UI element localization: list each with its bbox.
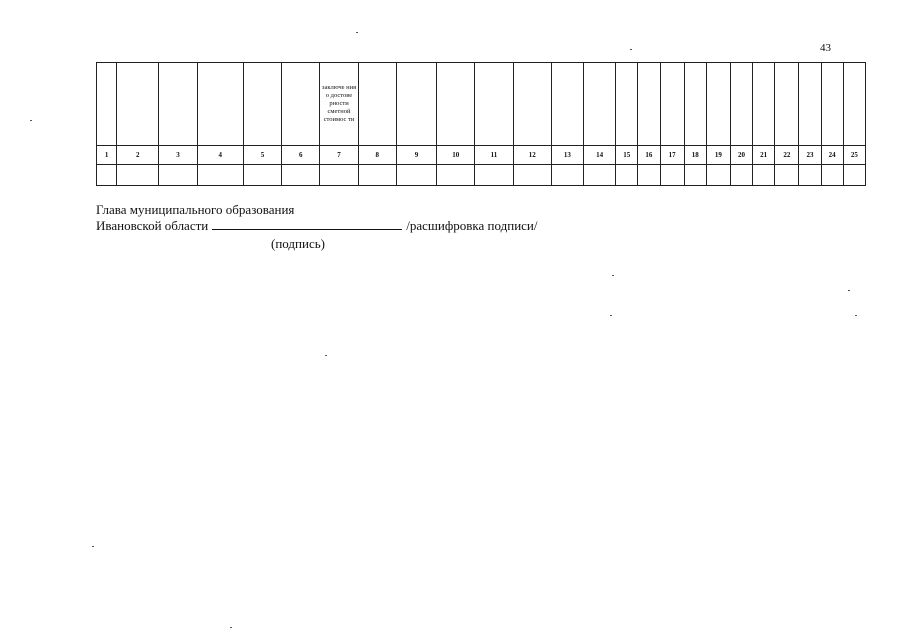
column-number-cell: 4 [197,146,243,165]
column-number-cell: 16 [638,146,660,165]
column-number-cell: 23 [799,146,821,165]
table-header-cell [616,63,638,146]
table-header-cell [243,63,281,146]
column-number-cell: 21 [753,146,775,165]
table-header-cell [684,63,706,146]
table-header-cell [638,63,660,146]
table-header-cell [584,63,616,146]
page-number: 43 [820,42,831,54]
table-cell [843,165,865,186]
column-number-cell: 20 [730,146,752,165]
table-cell [475,165,513,186]
scan-speck [848,290,850,291]
scan-speck [356,32,358,33]
column-number-cell: 3 [159,146,197,165]
table-header-cell [282,63,320,146]
column-number-cell: 15 [616,146,638,165]
column-number-cell: 2 [117,146,159,165]
table-cell [117,165,159,186]
table-cell [799,165,821,186]
table-cell [684,165,706,186]
signature-blank-line [212,218,402,230]
table-header-cell [775,63,799,146]
signature-transcript-label: /расшифровка подписи/ [406,218,538,233]
column-number-cell: 13 [551,146,583,165]
table-header-cell [730,63,752,146]
column-number-cell: 8 [358,146,396,165]
table-header-cell [706,63,730,146]
scan-speck [612,275,614,276]
column-number-cell: 6 [282,146,320,165]
table-cell [513,165,551,186]
table-column-number-row [97,146,866,165]
table-header-cell [197,63,243,146]
table-cell [775,165,799,186]
table-header-cell [843,63,865,146]
column-number-cell: 9 [396,146,436,165]
scan-speck [325,355,327,356]
scan-speck [230,627,232,628]
table-cell [282,165,320,186]
table-cell [616,165,638,186]
column-number-cell: 7 [320,146,358,165]
scan-speck [610,315,612,316]
column-number-cell: 10 [437,146,475,165]
report-table [96,62,866,186]
table-cell [706,165,730,186]
column-number-cell: 19 [706,146,730,165]
table-header-cell [396,63,436,146]
table-cell [197,165,243,186]
table-cell [551,165,583,186]
column-number-cell: 22 [775,146,799,165]
table-header-cell [475,63,513,146]
table-header-cell [97,63,117,146]
table-cell [730,165,752,186]
table-cell [320,165,358,186]
header-cell-text: заключе ния о достове рности сметной стоимос ти [321,84,357,123]
table-header-cell [513,63,551,146]
column-number-cell: 11 [475,146,513,165]
scan-speck [30,120,32,121]
table-cell [584,165,616,186]
scan-speck [855,315,857,316]
table-header-cell [753,63,775,146]
table-cell [753,165,775,186]
table-header-cell [799,63,821,146]
column-number-cell: 24 [821,146,843,165]
table-header-cell [437,63,475,146]
table-cell [638,165,660,186]
table-header-cell [821,63,843,146]
column-number-cell: 5 [243,146,281,165]
table-cell [396,165,436,186]
table-cell [437,165,475,186]
table-header-cell [159,63,197,146]
scan-speck [92,546,94,547]
table-cell [660,165,684,186]
column-number-cell: 18 [684,146,706,165]
scan-speck [630,49,632,50]
table-cell [97,165,117,186]
signature-title: Глава муниципального образования [96,202,295,217]
table-header-cell [320,63,358,146]
table-header-cell [117,63,159,146]
table-cell [243,165,281,186]
table-cell [159,165,197,186]
table-row [97,165,866,186]
signature-block [96,202,538,234]
table-header-cell [358,63,396,146]
column-number-cell: 14 [584,146,616,165]
signature-region: Ивановской области [96,218,209,233]
table-cell [821,165,843,186]
column-number-cell: 25 [843,146,865,165]
table-header-cell [660,63,684,146]
column-number-cell: 17 [660,146,684,165]
signature-caption: (подпись) [271,236,325,251]
table-cell [358,165,396,186]
signature-line [96,218,538,234]
table-header-cell [551,63,583,146]
table-header-row [97,63,866,146]
column-number-cell: 12 [513,146,551,165]
column-number-cell: 1 [97,146,117,165]
